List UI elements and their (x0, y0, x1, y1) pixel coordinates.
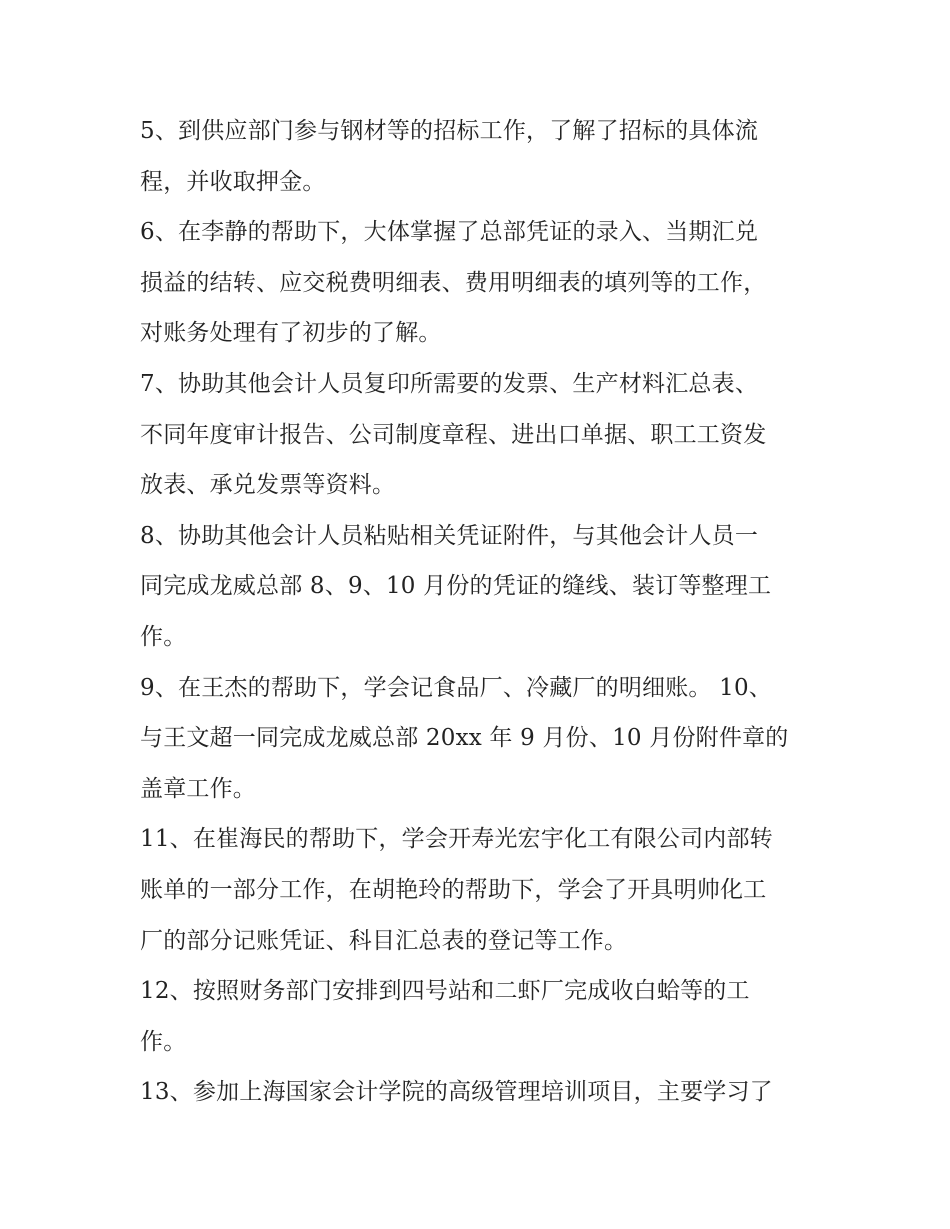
text-line: 12、按照财务部门安排到四号站和二虾厂完成收白蛤等的工 (140, 978, 750, 1005)
text-line: 与王文超一同完成龙威总部 20xx 年 9 月份、10 月份附件章的 (140, 725, 789, 752)
text-line: 6、在李静的帮助下，大体掌握了总部凭证的录入、当期汇兑 (140, 219, 759, 246)
text-line: 损益的结转、应交税费明细表、费用明细表的填列等的工作， (140, 269, 767, 296)
text-line: 9、在王杰的帮助下，学会记食品厂、冷藏厂的明细账。 10、 (140, 674, 773, 701)
text-line: 放表、承兑发票等资料。 (140, 472, 396, 499)
text-line: 盖章工作。 (140, 775, 256, 802)
text-line: 厂的部分记账凭证、科目汇总表的登记等工作。 (140, 927, 628, 954)
text-line: 5、到供应部门参与钢材等的招标工作，了解了招标的具体流 (140, 118, 759, 144)
text-line: 8、协助其他会计人员粘贴相关凭证附件，与其他会计人员一 (140, 522, 759, 549)
text-line: 7、协助其他会计人员复印所需要的发票、生产材料汇总表、 (140, 370, 759, 397)
document-body (140, 106, 820, 1118)
text-line: 13、参加上海国家会计学院的高级管理培训项目，主要学习了 (140, 1079, 773, 1106)
text-line: 作。 (140, 1028, 187, 1055)
text-line: 程，并收取押金。 (140, 168, 326, 195)
text-line: 11、在崔海民的帮助下，学会开寿光宏宇化工有限公司内部转 (140, 826, 773, 853)
text-line: 对账务处理有了初步的了解。 (140, 320, 442, 347)
text-line: 账单的一部分工作，在胡艳玲的帮助下，学会了开具明帅化工 (140, 876, 767, 903)
text-line: 不同年度审计报告、公司制度章程、进出口单据、职工工资发 (140, 421, 767, 448)
text-line: 同完成龙威总部 8、9、10 月份的凭证的缝线、装订等整理工 (140, 573, 772, 600)
text-line: 作。 (140, 623, 187, 650)
